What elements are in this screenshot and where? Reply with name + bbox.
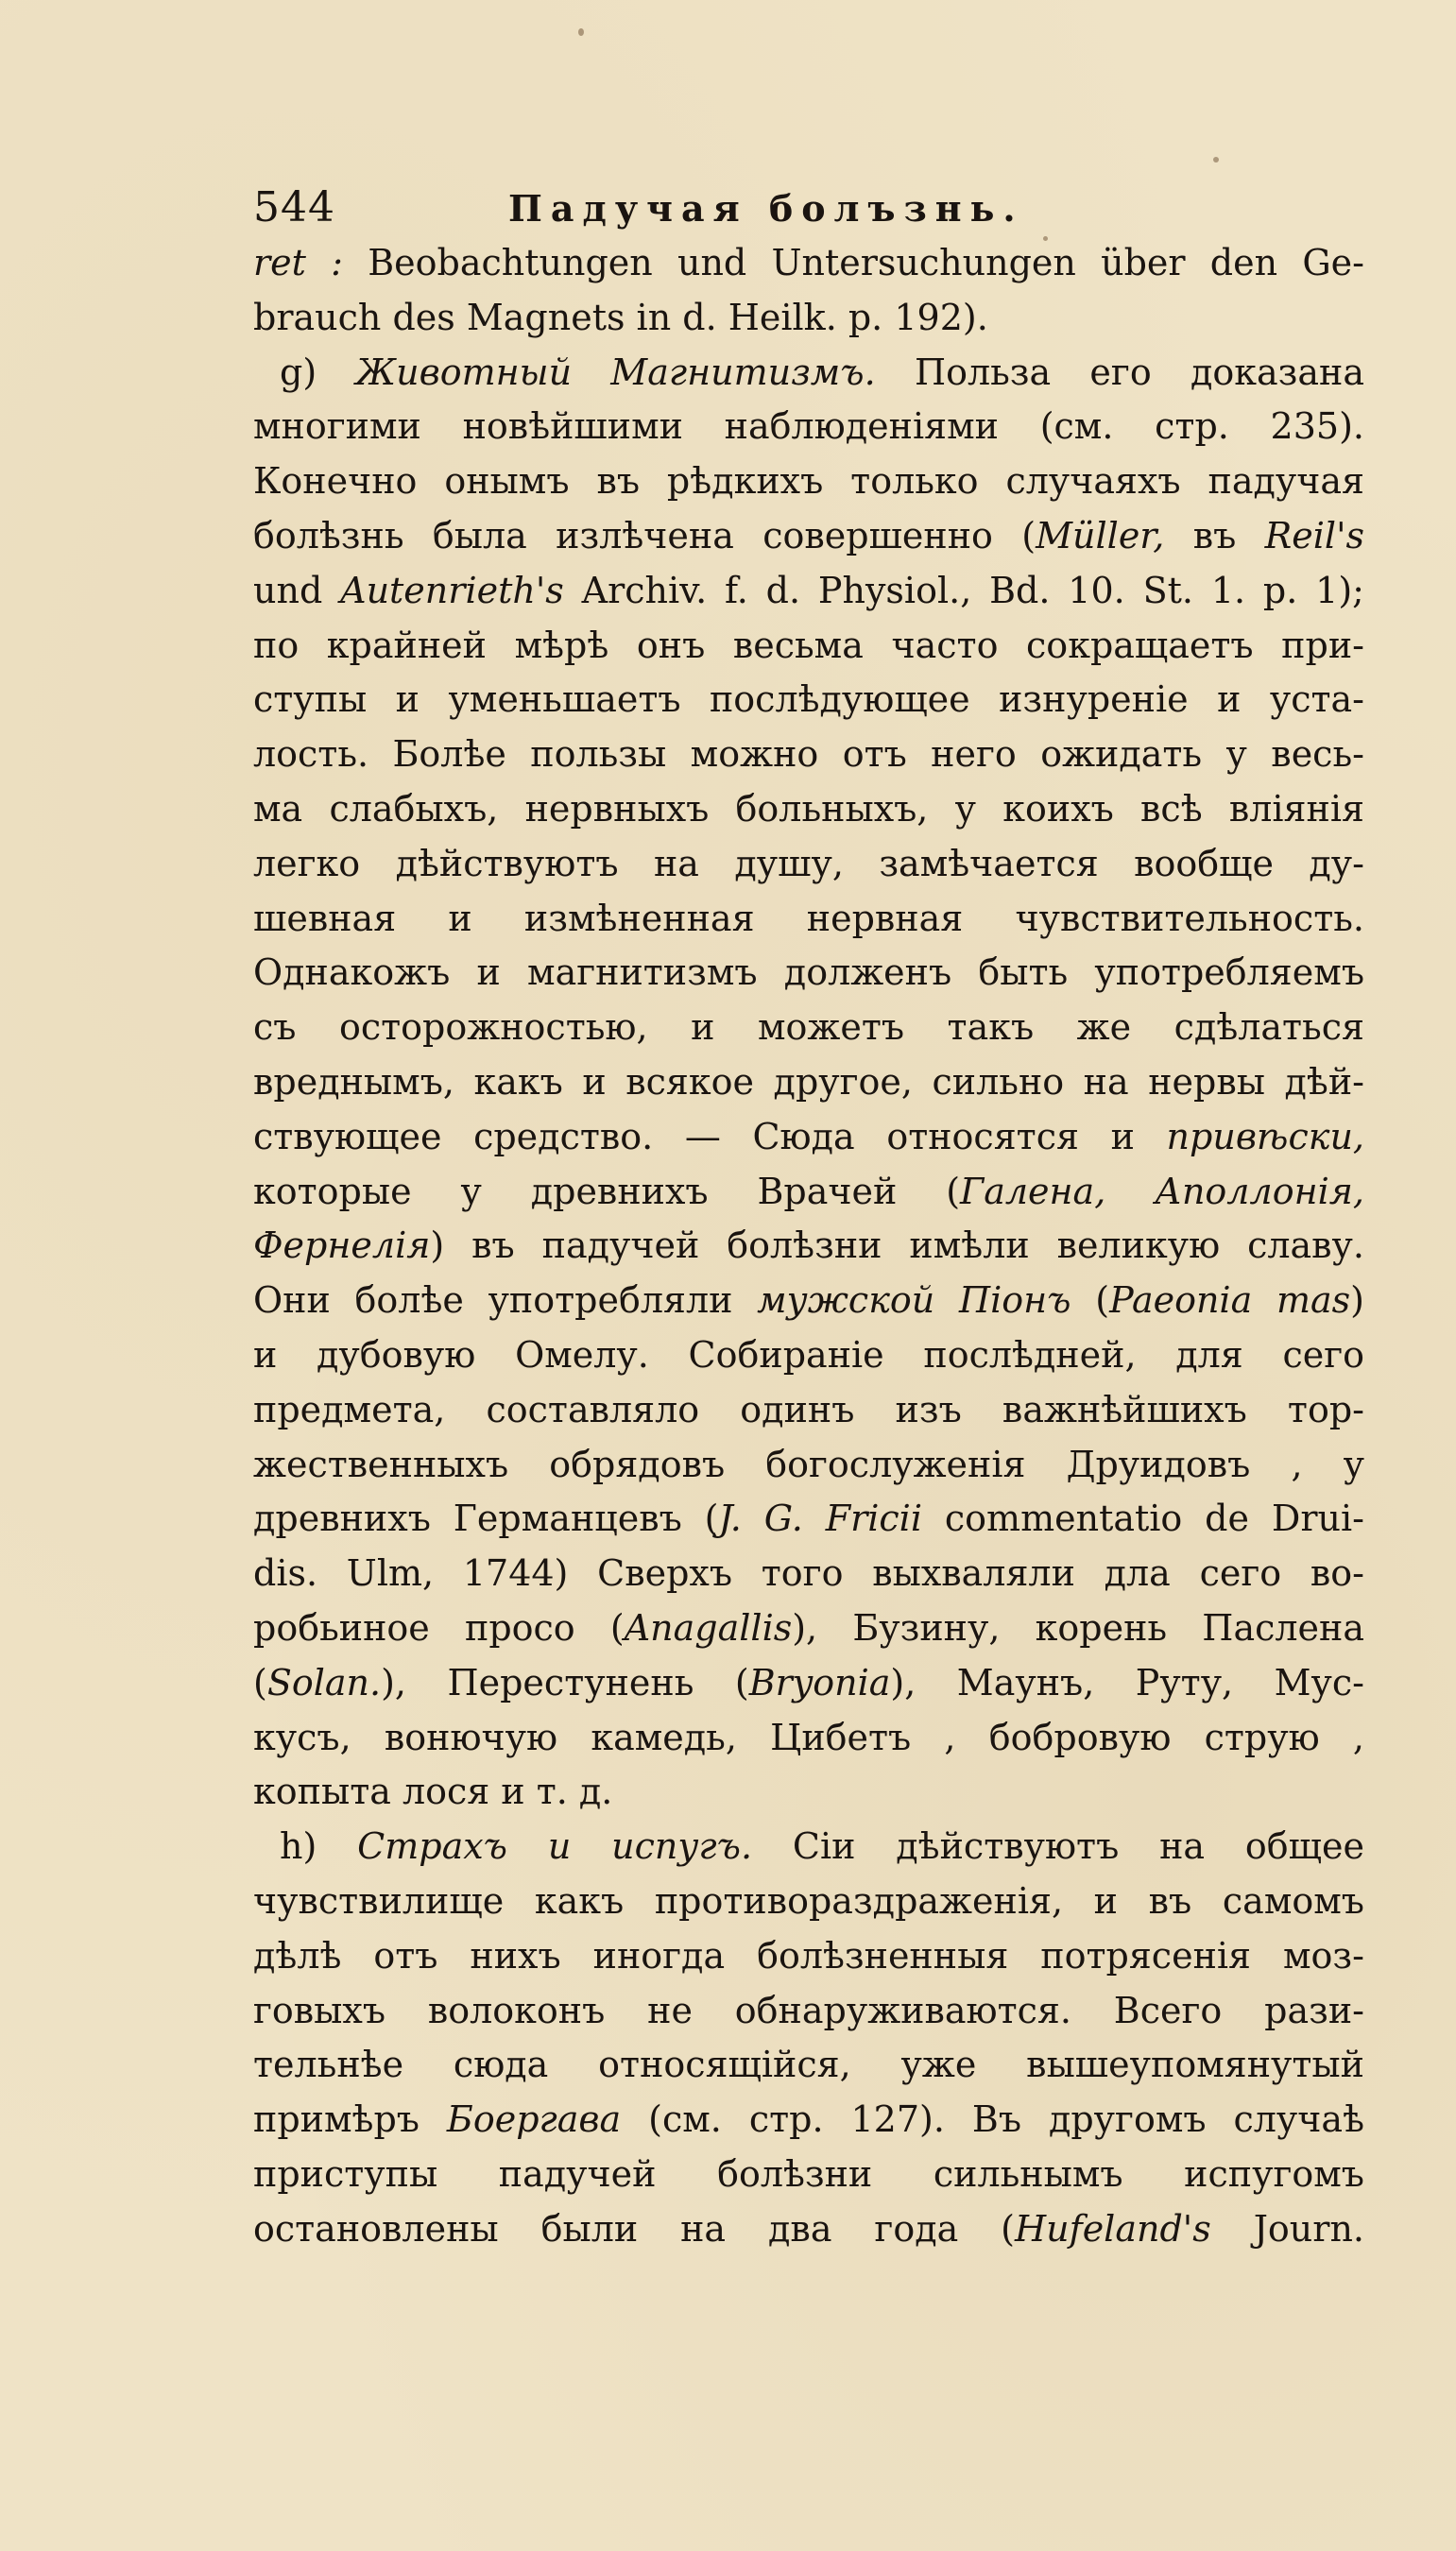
text-line <box>253 1219 1364 1274</box>
text-line <box>253 892 1364 947</box>
italic-segment: Autenrieth's <box>340 569 564 611</box>
text-line <box>253 1438 1364 1493</box>
paper-speck <box>1213 157 1219 163</box>
text-segment: ), Маунъ, Руту, Мус- <box>890 1661 1364 1704</box>
text-line <box>253 1984 1364 2039</box>
text-line <box>253 1165 1364 1220</box>
text-segment: съ осторожностью, и можетъ такъ же сдѣлаться <box>253 1006 1364 1049</box>
italic-segment: привѣски, <box>1166 1115 1364 1157</box>
text-segment: brauch des Magnets in d. Heilk. p. 192). <box>253 296 988 338</box>
text-segment: Однакожъ и магнитизмъ долженъ быть употребляемъ <box>253 951 1364 994</box>
text-line <box>253 782 1364 837</box>
text-segment: Конечно онымъ въ рѣдкихъ только случаяхъ падучая <box>253 460 1364 503</box>
text-segment: копыта лося и т. д. <box>253 1771 613 1813</box>
text-segment: многими новѣйшими наблюденіями (см. стр. 235). <box>253 405 1364 448</box>
text-segment: und <box>253 569 341 611</box>
text-segment: лость. Болѣе пользы можно отъ него ожидать у весь- <box>253 733 1364 776</box>
text-line <box>253 400 1364 454</box>
text-segment: древнихъ Германцевъ ( <box>253 1498 719 1540</box>
text-line <box>253 1875 1364 1929</box>
text-line <box>253 1820 1364 1875</box>
text-line <box>253 1601 1364 1656</box>
text-line <box>253 619 1364 674</box>
page-header <box>253 180 1364 236</box>
text-segment: Beobachtungen und Untersuchungen über den Ge- <box>342 242 1364 283</box>
text-segment: commentatio de Drui- <box>921 1498 1364 1540</box>
text-line <box>253 837 1364 892</box>
text-line <box>253 2093 1364 2148</box>
text-line <box>253 1765 1364 1820</box>
text-segment: тельнѣе сюда относящійся, уже вышеупомянутый <box>253 2044 1364 2086</box>
text-line <box>253 564 1364 619</box>
text-line <box>253 1110 1364 1165</box>
text-segment: Archiv. f. d. Physiol., Bd. 10. St. 1. p. 1); <box>563 569 1364 611</box>
text-segment: ступы и уменьшаетъ послѣдующее изнуреніе и уста- <box>253 678 1364 721</box>
text-line <box>253 236 1364 291</box>
text-segment: робьиное просо ( <box>253 1606 625 1649</box>
text-segment: предмета, составляло одинъ изъ важнѣйшихъ тор- <box>253 1388 1364 1430</box>
text-line <box>253 1328 1364 1383</box>
paper-speck <box>578 28 584 36</box>
text-line <box>253 1274 1364 1328</box>
text-segment: ( <box>253 1661 267 1704</box>
italic-segment: Paeonia mas <box>1109 1279 1351 1322</box>
text-segment: ) въ падучей болѣзни имѣли великую славу. <box>430 1224 1364 1267</box>
italic-segment: Страхъ и испугъ. <box>357 1825 753 1868</box>
text-segment: легко дѣйствуютъ на душу, замѣчается вообще ду- <box>253 842 1364 884</box>
italic-segment: ret : <box>253 242 343 283</box>
text-segment: остановлены были на два года ( <box>253 2207 1016 2250</box>
text-segment: ствующее средство. — Сюда относятся и <box>253 1115 1167 1157</box>
text-segment: примѣръ <box>253 2098 447 2141</box>
body-text <box>253 236 1364 2256</box>
text-segment: приступы падучей болѣзни сильнымъ испугомъ <box>253 2152 1364 2195</box>
text-segment: дѣлѣ отъ нихъ иногда болѣзненныя потрясенія моз- <box>253 1934 1364 1977</box>
text-line <box>253 1547 1364 1601</box>
text-line <box>253 1001 1364 1055</box>
text-line <box>253 1055 1364 1110</box>
text-segment: въ <box>1164 514 1265 556</box>
text-line <box>253 1492 1364 1547</box>
italic-segment: Фернелія <box>253 1224 431 1267</box>
text-line <box>253 2038 1364 2093</box>
text-segment: ), Бузину, корень Паслена <box>792 1606 1364 1649</box>
text-line <box>253 1383 1364 1438</box>
text-segment: Они болѣе употребляли <box>253 1279 758 1322</box>
text-segment: чувствилище какъ противораздраженія, и въ самомъ <box>253 1879 1364 1922</box>
text-line <box>253 291 1364 346</box>
text-segment: кусъ, вонючую камедь, Цибетъ , бобровую струю , <box>253 1716 1364 1758</box>
italic-segment: Anagallis <box>624 1606 793 1649</box>
paper-speck <box>1043 236 1048 241</box>
text-segment: Journ. <box>1210 2207 1364 2250</box>
book-page <box>253 180 1364 2256</box>
text-segment: шевная и измѣненная нервная чувствительность. <box>253 897 1364 939</box>
text-segment: dis. Ulm, 1744) Сверхъ того выхваляли дла сего во- <box>253 1552 1364 1595</box>
text-segment: Сіи дѣйствуютъ на общее <box>752 1825 1364 1868</box>
text-segment: вреднымъ, какъ и всякое другое, сильно на нервы дѣй- <box>253 1060 1364 1103</box>
text-segment: h) <box>280 1825 358 1868</box>
italic-segment: Bryonia <box>748 1661 891 1704</box>
text-line <box>253 346 1364 401</box>
italic-segment: Боергава <box>446 2098 622 2141</box>
italic-segment: мужской Піонъ <box>757 1279 1071 1322</box>
text-line <box>253 2202 1364 2257</box>
text-segment: говыхъ волоконъ не обнаруживаются. Всего рази- <box>253 1989 1364 2031</box>
text-segment: по крайней мѣрѣ онъ весьма часто сокращаетъ при- <box>253 624 1364 666</box>
text-line <box>253 1656 1364 1711</box>
text-line <box>253 1711 1364 1766</box>
running-head: Падучая болъзнь. <box>508 187 1024 230</box>
text-line <box>253 454 1364 509</box>
text-line <box>253 509 1364 564</box>
text-segment: жественныхъ обрядовъ богослуженія Друидовъ , у <box>253 1443 1364 1485</box>
italic-segment: Solan. <box>266 1661 382 1704</box>
text-segment: ), Перестунень ( <box>381 1661 749 1704</box>
text-segment: болѣзнь была излѣчена совершенно ( <box>253 514 1036 556</box>
text-line <box>253 2148 1364 2202</box>
italic-segment: Галена, Аполлонія, <box>960 1170 1365 1212</box>
text-segment: g) <box>280 351 356 393</box>
page-number: 544 <box>253 183 335 231</box>
text-segment: Польза его доказана <box>875 351 1364 393</box>
text-segment: ма слабыхъ, нервныхъ больныхъ, у коихъ всѣ вліянія <box>253 787 1364 830</box>
text-line <box>253 1929 1364 1984</box>
text-segment: которые у древнихъ Врачей ( <box>253 1170 961 1212</box>
text-segment: (см. стр. 127). Въ другомъ случаѣ <box>621 2098 1364 2141</box>
text-segment: ( <box>1071 1279 1110 1322</box>
italic-segment: Животный Магнитизмъ. <box>355 351 876 393</box>
text-line <box>253 673 1364 728</box>
italic-segment: Reil's <box>1264 514 1365 556</box>
italic-segment: J. G. Fricii <box>718 1498 922 1540</box>
text-segment: и дубовую Омелу. Собираніе послѣдней, для сего <box>253 1333 1364 1376</box>
text-line <box>253 728 1364 782</box>
text-segment: ) <box>1350 1279 1364 1322</box>
text-line <box>253 946 1364 1001</box>
italic-segment: Hufeland's <box>1015 2207 1211 2250</box>
italic-segment: Müller, <box>1036 514 1165 556</box>
